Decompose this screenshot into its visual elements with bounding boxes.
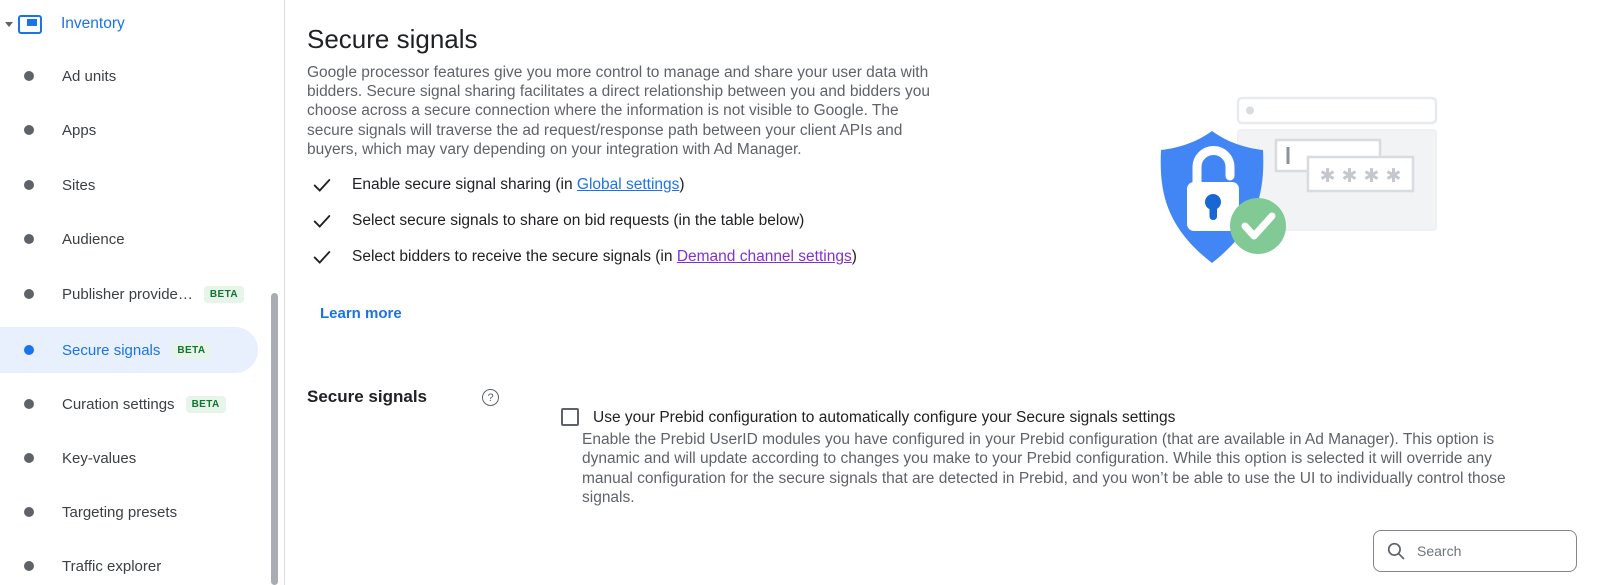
- sidebar-item-sites[interactable]: [0, 162, 258, 208]
- search-input[interactable]: [1417, 543, 1564, 559]
- sidebar-item-audience[interactable]: [0, 216, 258, 262]
- sidebar-item-label: Sites: [62, 176, 96, 194]
- sidebar-item-label: Secure signals: [62, 341, 161, 359]
- prebid-config-label[interactable]: Use your Prebid configuration to automatically configure your Secure signals settings: [593, 409, 1176, 426]
- checklist-item-1: [311, 173, 685, 197]
- checklist-text: Select bidders to receive the secure signals (in Demand channel settings): [352, 248, 857, 265]
- check-circle-icon: [1230, 198, 1286, 254]
- checkmark-icon: [311, 210, 333, 232]
- bullet-icon: [24, 289, 34, 299]
- sidebar-item-traffic-explorer[interactable]: [0, 543, 258, 585]
- sidebar-scrollbar-thumb[interactable]: [271, 293, 278, 585]
- sidebar-item-publisher-provided[interactable]: [0, 271, 258, 317]
- sidebar-item-label: Publisher provide…: [62, 285, 193, 303]
- sidebar-item-ad-units[interactable]: [0, 53, 258, 99]
- prebid-config-description: Enable the Prebid UserID modules you have configured in your Prebid configuration (that are available in Ad Manager). This option is dynamic and will update according to changes you make to your Prebid configuration. While this option is selected it will override any manual configuration for the secure signals that are detected in Prebid, and you won’t be able to use the UI to individually control those signals.: [582, 431, 1506, 506]
- section-heading: Secure signals: [307, 387, 428, 406]
- bullet-icon: [24, 180, 34, 190]
- bullet-icon: [24, 453, 34, 463]
- sidebar-item-label: Key-values: [62, 449, 137, 467]
- checkmark-icon: [311, 174, 333, 196]
- prebid-config-checkbox[interactable]: [561, 408, 579, 426]
- page-title: Secure signals: [307, 24, 478, 54]
- search-box: [1373, 530, 1577, 572]
- sidebar-item-label: Curation settings: [62, 395, 175, 413]
- password-mask-text: ✱ ✱ ✱ ✱: [1319, 165, 1402, 187]
- help-icon[interactable]: ?: [482, 389, 499, 406]
- sidebar-header-label: Inventory: [61, 15, 125, 32]
- learn-more-link[interactable]: Learn more: [320, 305, 402, 322]
- checklist-text: Select secure signals to share on bid requests (in the table below): [352, 212, 805, 229]
- sidebar-item-label: Audience: [62, 230, 125, 248]
- bullet-icon: [24, 507, 34, 517]
- sidebar-item-curation-settings[interactable]: [0, 381, 258, 427]
- beta-badge: BETA: [204, 286, 244, 303]
- sidebar-item-secure-signals[interactable]: [0, 327, 258, 373]
- checklist-item-2: [311, 209, 804, 233]
- sidebar-item-label: Ad units: [62, 67, 117, 85]
- bullet-icon: [24, 345, 34, 355]
- sidebar-item-key-values[interactable]: [0, 435, 258, 481]
- sidebar: [0, 0, 285, 585]
- checklist-text: Enable secure signal sharing (in Global settings): [352, 176, 685, 193]
- beta-badge: BETA: [186, 396, 226, 413]
- sidebar-item-apps[interactable]: [0, 107, 258, 153]
- bullet-icon: [24, 399, 34, 409]
- bullet-icon: [24, 125, 34, 135]
- bullet-icon: [24, 71, 34, 81]
- global-settings-link[interactable]: Global settings: [576, 176, 680, 193]
- bullet-icon: [24, 234, 34, 244]
- demand-channel-settings-link[interactable]: Demand channel settings: [676, 248, 852, 265]
- beta-badge: BETA: [171, 342, 211, 359]
- collapse-caret-icon[interactable]: [5, 22, 13, 27]
- checkmark-icon: [311, 246, 333, 268]
- secure-signals-illustration: [1150, 90, 1450, 275]
- page-description: Google processor features give you more control to manage and share your user data with bidders. Secure signal sharing facilitates a direct relationship between you and bidders you choose across a secure connection where the information is not visible to Google. The secure signals will traverse the ad request/response path between your client APIs and buyers, which may vary depending on your integration with Ad Manager.: [307, 64, 930, 158]
- browser-titlebar: [1238, 98, 1436, 123]
- sidebar-item-label: Apps: [62, 121, 97, 139]
- sidebar-header-inventory[interactable]: [5, 9, 125, 39]
- inventory-icon: [18, 15, 42, 34]
- bullet-icon: [24, 561, 34, 571]
- browser-dot-icon: [1246, 107, 1254, 115]
- keyhole-stem-icon: [1210, 206, 1218, 220]
- sidebar-item-label: Targeting presets: [62, 503, 178, 521]
- search-icon: [1386, 541, 1406, 561]
- sidebar-item-label: Traffic explorer: [62, 557, 162, 575]
- checklist-item-3: [311, 245, 857, 269]
- sidebar-item-targeting-presets[interactable]: [0, 489, 258, 535]
